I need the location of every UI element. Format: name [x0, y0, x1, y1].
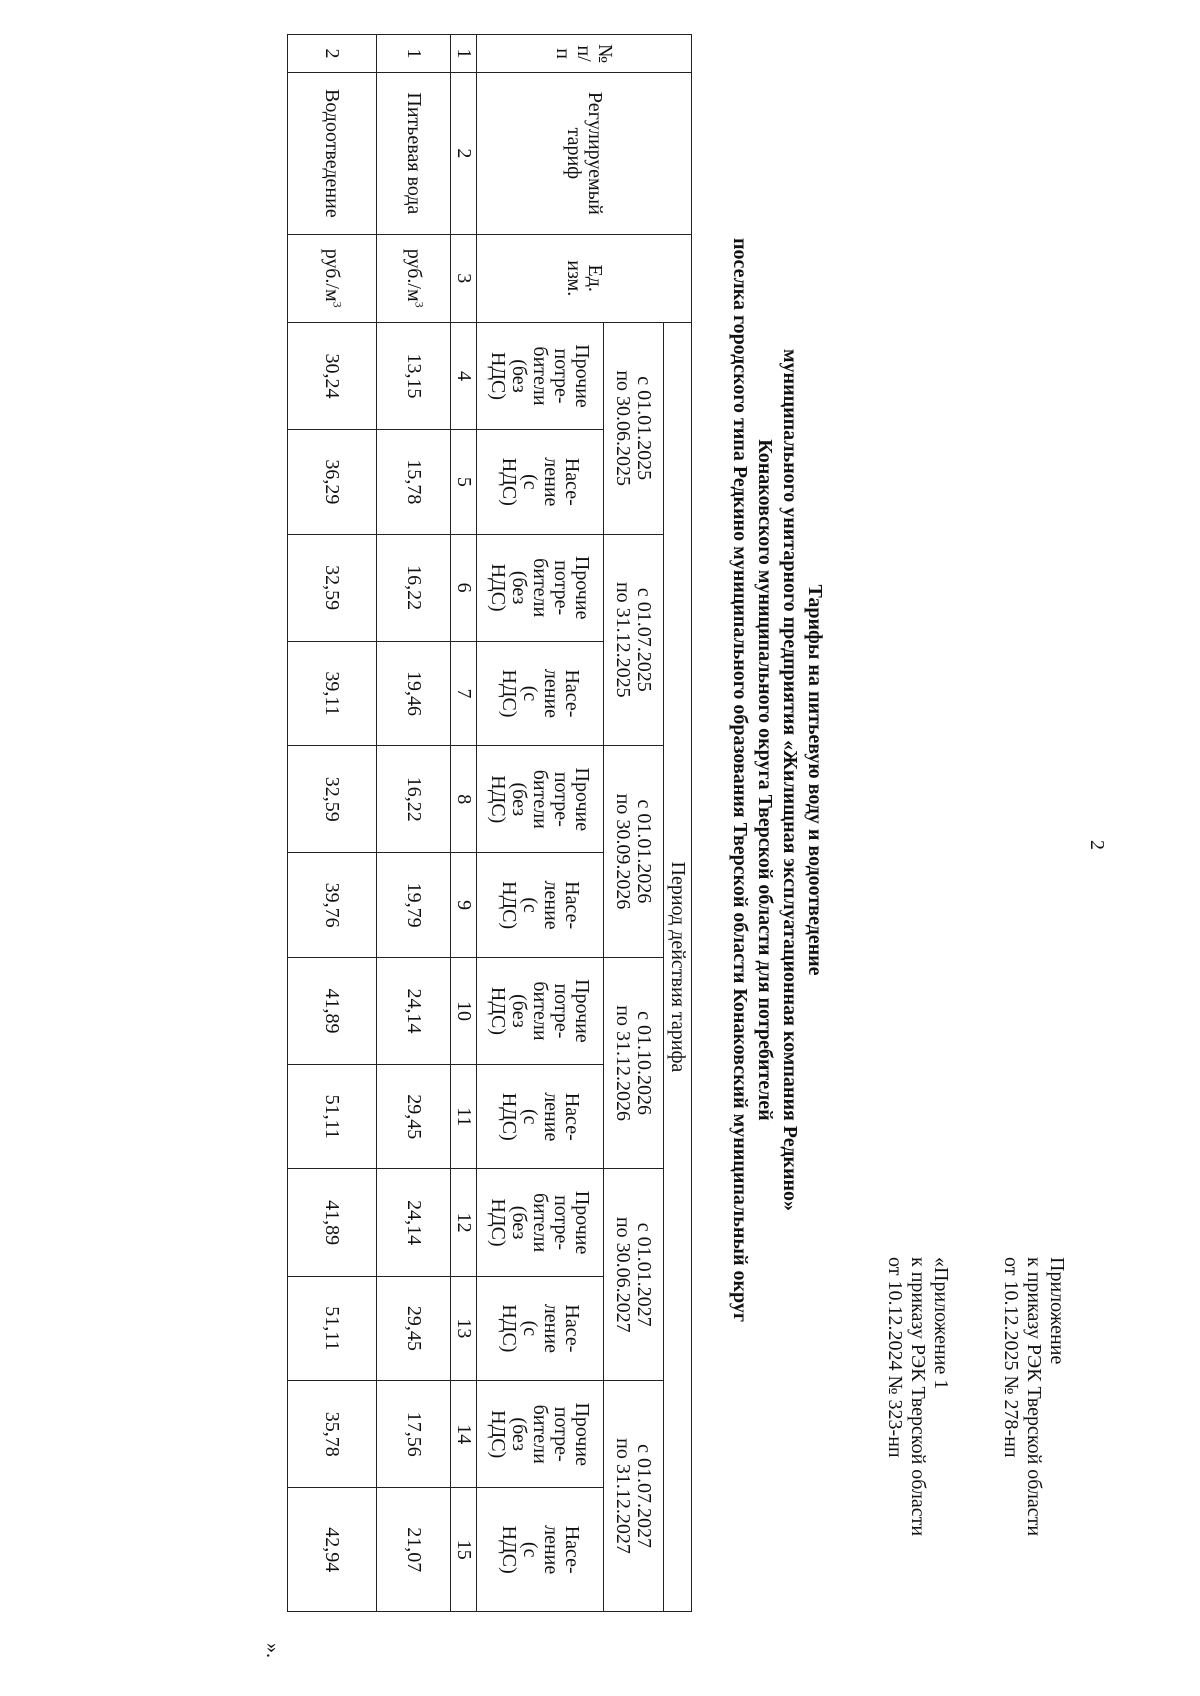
header-text: НДС)	[498, 1092, 520, 1141]
period-start: с 01.07.2025	[633, 587, 656, 692]
header-text: (с	[519, 897, 541, 913]
header-text: Насе-	[561, 669, 583, 718]
row-number-cell: 2	[288, 35, 377, 73]
header-text: (без	[508, 994, 531, 1028]
period-cell	[604, 746, 664, 958]
tariff-value-cell: 29,45	[377, 1276, 451, 1380]
population-header	[477, 430, 604, 534]
header-text: Насе-	[561, 1092, 583, 1141]
header-text: бители	[529, 346, 552, 406]
column-number-cell: 1	[451, 35, 477, 73]
appendix-header-line: Приложение	[1046, 1257, 1068, 1365]
header-text: НДС)	[487, 1198, 510, 1247]
unit-cell	[288, 234, 377, 322]
header-text: НДС)	[498, 1304, 520, 1353]
header-text: потре-	[550, 771, 573, 827]
period-end: по 30.09.2026	[612, 793, 635, 910]
header-text: ление	[540, 668, 562, 719]
column-number-cell: 2	[451, 73, 477, 234]
header-text: (с	[519, 474, 541, 490]
closing-quote: ».	[262, 1643, 284, 1658]
title-line: поселка городского типа Редкино муниципального образования Тверской области Конаковский муниципальный округ	[729, 238, 751, 1322]
header-tariff-cell	[477, 73, 692, 234]
header-text: НДС)	[487, 563, 510, 612]
tariff-value-cell: 39,11	[288, 641, 377, 745]
header-text: потре-	[550, 1195, 573, 1251]
header-text: НДС)	[487, 986, 510, 1035]
header-number-cell	[477, 35, 692, 73]
header-text: Насе-	[561, 1525, 583, 1574]
column-number-cell: 8	[451, 746, 477, 853]
period-start: с 01.10.2026	[633, 1011, 656, 1116]
previous-appendix-line: к приказу РЭК Тверской области	[907, 1257, 929, 1537]
period-cell	[604, 1381, 664, 1612]
other-consumers-header	[477, 322, 604, 429]
column-number-cell: 13	[451, 1276, 477, 1380]
page-number: 2	[1086, 840, 1108, 850]
header-text: НДС)	[498, 457, 520, 506]
header-text: Насе-	[561, 881, 583, 930]
header-text: (с	[519, 1541, 541, 1558]
header-text: п	[552, 48, 575, 59]
column-number-cell: 10	[451, 957, 477, 1064]
title-line: Конаковского муниципального округа Тверской области для потребителей	[754, 439, 776, 1121]
header-text: №	[594, 44, 617, 64]
column-number-cell: 4	[451, 322, 477, 429]
period-end: по 31.12.2025	[612, 581, 635, 698]
tariff-value-cell: 39,76	[288, 853, 377, 957]
period-start: с 01.01.2025	[633, 376, 656, 481]
appendix-header-line: от 10.12.2025 № 278-нп	[1000, 1257, 1022, 1458]
period-cell	[604, 322, 664, 534]
header-text: (с	[519, 1108, 541, 1125]
column-number-cell: 12	[451, 1169, 477, 1276]
header-text: потре-	[550, 1406, 573, 1462]
header-text: (с	[519, 685, 541, 702]
tariff-value-cell: 24,14	[377, 957, 451, 1064]
header-text: ление	[540, 457, 562, 507]
previous-appendix-header	[883, 1257, 952, 1536]
tariff-value-cell: 29,45	[377, 1065, 451, 1169]
header-text: ление	[540, 1092, 562, 1142]
header-text: НДС)	[498, 669, 520, 718]
header-text: Прочие	[571, 1402, 594, 1467]
column-number-row	[451, 35, 477, 1612]
header-text: НДС)	[487, 775, 510, 824]
period-end: по 30.06.2025	[612, 370, 635, 487]
other-consumers-header	[477, 1169, 604, 1276]
period-end: по 31.12.2027	[612, 1438, 635, 1554]
tariff-value-cell: 32,59	[288, 746, 377, 853]
tariff-name-cell: Питьевая вода	[377, 73, 451, 234]
header-text: Прочие	[571, 979, 594, 1043]
header-text: НДС)	[498, 881, 520, 930]
header-text: бители	[529, 558, 552, 618]
unit-text: руб./м	[403, 248, 425, 302]
header-text: Прочие	[571, 555, 594, 620]
row-number-cell: 1	[377, 35, 451, 73]
tariff-value-cell: 32,59	[288, 534, 377, 641]
period-cell	[604, 534, 664, 746]
period-header-cell: Период действия тарифа	[664, 322, 692, 1611]
header-text: НДС)	[498, 1525, 520, 1574]
unit-text: руб./м	[321, 248, 344, 302]
header-text: (без	[508, 359, 531, 393]
header-text: бители	[529, 1192, 552, 1253]
column-number-cell: 5	[451, 430, 477, 534]
header-text: изм.	[563, 260, 585, 297]
population-header	[477, 853, 604, 957]
tariff-table	[287, 34, 692, 1612]
table-row	[288, 35, 377, 1612]
header-text: бители	[529, 769, 552, 829]
header-text: потре-	[550, 983, 573, 1039]
header-text: (без	[508, 570, 531, 605]
period-start: с 01.01.2027	[633, 1222, 656, 1327]
tariff-name-cell: Водоотведение	[288, 73, 377, 234]
header-text: Насе-	[561, 457, 583, 506]
tariff-value-cell: 17,56	[377, 1381, 451, 1488]
unit-superscript: 3	[412, 301, 427, 308]
population-header	[477, 641, 604, 745]
other-consumers-header	[477, 534, 604, 641]
previous-appendix-line: «Приложение 1	[930, 1257, 952, 1390]
header-text: Регулируемый	[584, 91, 606, 215]
other-consumers-header	[477, 1381, 604, 1488]
column-number-cell: 3	[451, 234, 477, 322]
header-text: (без	[508, 1417, 531, 1452]
header-text: Прочие	[571, 767, 594, 832]
other-consumers-header	[477, 957, 604, 1064]
header-text: п/	[573, 45, 596, 62]
other-consumers-header	[477, 746, 604, 853]
tariff-value-cell: 41,89	[288, 957, 377, 1064]
title-line: муниципального унитарного предприятия «Жилищная эксплуатационная компания Редкино»	[779, 348, 801, 1212]
tariff-value-cell: 35,78	[288, 1381, 377, 1488]
header-text: Прочие	[571, 344, 594, 408]
tariff-value-cell: 13,15	[377, 322, 451, 429]
header-text: Ед.	[584, 264, 606, 292]
appendix-header	[999, 1257, 1068, 1536]
tariff-value-cell: 41,89	[288, 1169, 377, 1276]
header-text: НДС)	[487, 1410, 510, 1459]
column-number-cell: 6	[451, 534, 477, 641]
header-unit-cell	[477, 234, 692, 322]
header-text: (с	[519, 1320, 541, 1337]
tariff-value-cell: 36,29	[288, 430, 377, 534]
header-text: ление	[540, 1525, 562, 1575]
header-text: ление	[540, 1303, 562, 1353]
header-text: бители	[529, 1404, 552, 1464]
column-number-cell: 14	[451, 1381, 477, 1488]
period-cell	[604, 1169, 664, 1381]
period-start: с 01.01.2026	[633, 799, 656, 904]
header-text: Прочие	[571, 1190, 594, 1255]
tariff-value-cell: 30,24	[288, 322, 377, 429]
document-title	[727, 200, 827, 1360]
header-text: ление	[540, 880, 562, 930]
header-text: тариф	[563, 127, 585, 180]
population-header	[477, 1065, 604, 1169]
tariff-value-cell: 21,07	[377, 1488, 451, 1612]
appendix-header-line: к приказу РЭК Тверской области	[1023, 1257, 1045, 1537]
table-row	[377, 35, 451, 1612]
period-end: по 30.06.2027	[612, 1216, 635, 1333]
header-text: Насе-	[561, 1304, 583, 1353]
header-text: НДС)	[487, 351, 510, 401]
population-header	[477, 1276, 604, 1380]
tariff-value-cell: 16,22	[377, 746, 451, 853]
tariff-value-cell: 51,11	[288, 1276, 377, 1380]
tariff-value-cell: 42,94	[288, 1488, 377, 1612]
header-text: (без	[508, 1205, 531, 1240]
column-number-cell: 9	[451, 853, 477, 957]
unit-cell	[377, 234, 451, 322]
tariff-value-cell: 19,46	[377, 641, 451, 745]
column-number-cell: 11	[451, 1065, 477, 1169]
title-line: Тарифы на питьевую воду и водоотведение	[804, 584, 826, 976]
tariff-value-cell: 51,11	[288, 1065, 377, 1169]
header-text: потре-	[550, 348, 573, 404]
column-number-cell: 15	[451, 1488, 477, 1612]
unit-superscript: 3	[331, 301, 346, 308]
header-text: бители	[529, 981, 552, 1041]
tariff-value-cell: 19,79	[377, 853, 451, 957]
tariff-value-cell: 15,78	[377, 430, 451, 534]
tariff-value-cell: 24,14	[377, 1169, 451, 1276]
header-text: потре-	[550, 560, 573, 616]
period-start: с 01.07.2027	[633, 1444, 656, 1548]
previous-appendix-line: от 10.12.2024 № 323-нп	[884, 1257, 906, 1458]
period-end: по 31.12.2026	[612, 1005, 635, 1121]
column-number-cell: 7	[451, 641, 477, 745]
population-header	[477, 1488, 604, 1612]
tariff-value-cell: 16,22	[377, 534, 451, 641]
period-cell	[604, 957, 664, 1169]
header-text: (без	[508, 782, 531, 817]
